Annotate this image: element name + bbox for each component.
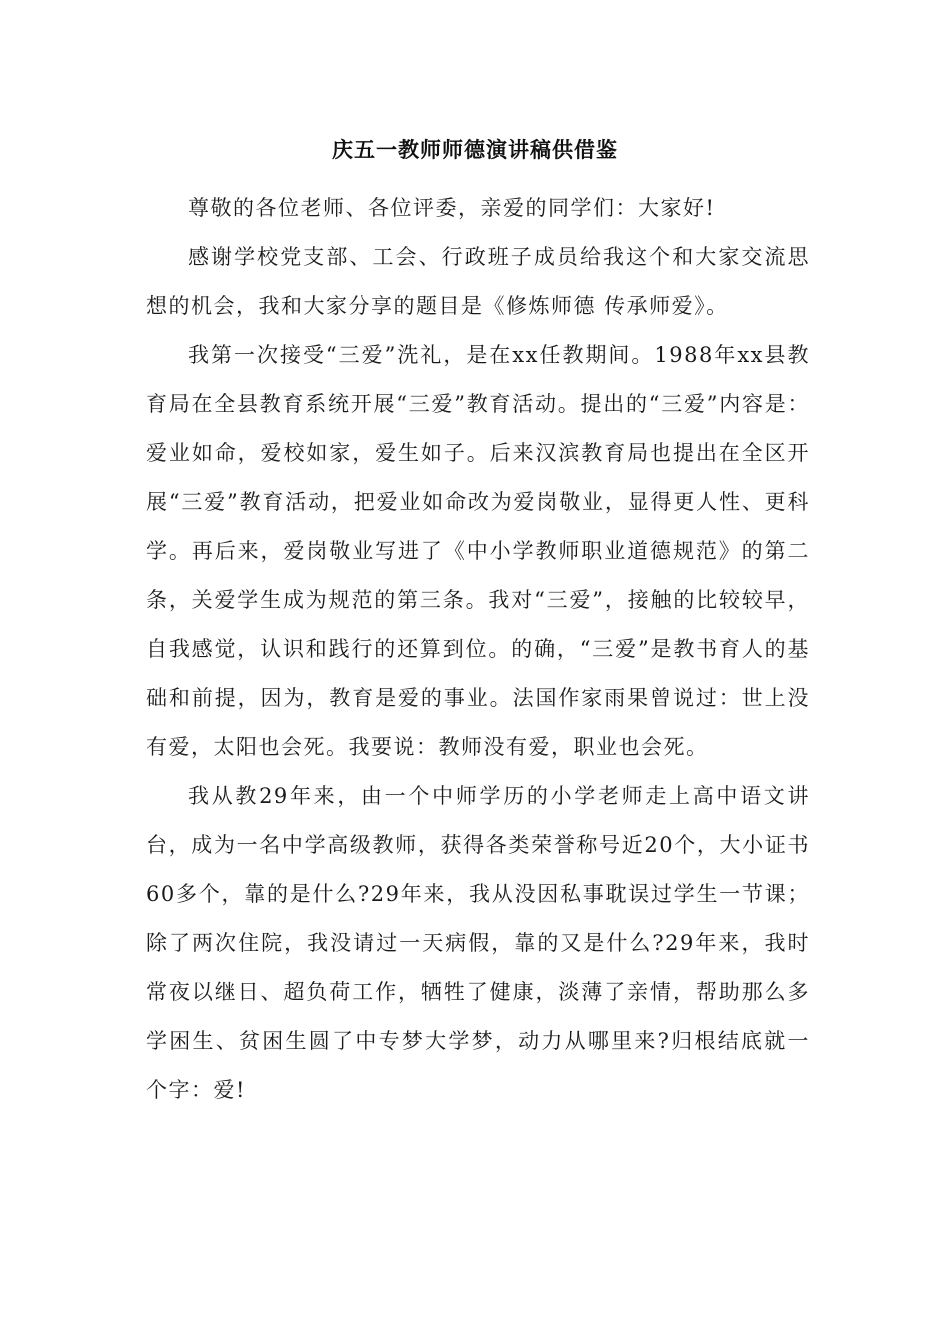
paragraph-greeting: 尊敬的各位老师、各位评委，亲爱的同学们：大家好!: [188, 196, 716, 220]
paragraph-thanks: 感谢学校党支部、工会、行政班子成员给我这个和大家交流思想的机会，我和大家分享的题目是《修炼师德 传承师爱》。: [146, 245, 810, 318]
paragraph-teaching-career: 我从教29年来，由一个中师学历的小学老师走上高中语文讲台，成为一名中学高级教师，获得各类荣誉称号近20个，大小证书60多个，靠的是什么?29年来，我从没因私事耽误过学生一节课；除了两次住院，我没请过一天病假，靠的又是什么?29年来，我时常夜以继日、超负荷工作，牺牲了健康，淡薄了亲情，帮助那么多学困生、贫困生圆了中专梦大学梦，动力从哪里来?归根结底就一个字：爱!: [146, 784, 810, 1102]
paragraph-three-loves: 我第一次接受“三爱”洗礼，是在xx任教期间。1988年xx县教育局在全县教育系统开展“三爱”教育活动。提出的“三爱”内容是：爱业如命，爱校如家，爱生如子。后来汉滨教育局也提出在全区开展“三爱”教育活动，把爱业如命改为爱岗敬业，显得更人性、更科学。再后来，爱岗敬业写进了《中小学教师职业道德规范》的第二条，关爱学生成为规范的第三条。我对“三爱”，接触的比较较早，自我感觉，认识和践行的还算到位。的确，“三爱”是教书育人的基础和前提，因为，教育是爱的事业。法国作家雨果曾说过：世上没有爱，太阳也会死。我要说：教师没有爱，职业也会死。: [146, 343, 810, 759]
document-body: [146, 184, 810, 1115]
document-title: 庆五一教师师德演讲稿供借鉴: [332, 138, 618, 162]
